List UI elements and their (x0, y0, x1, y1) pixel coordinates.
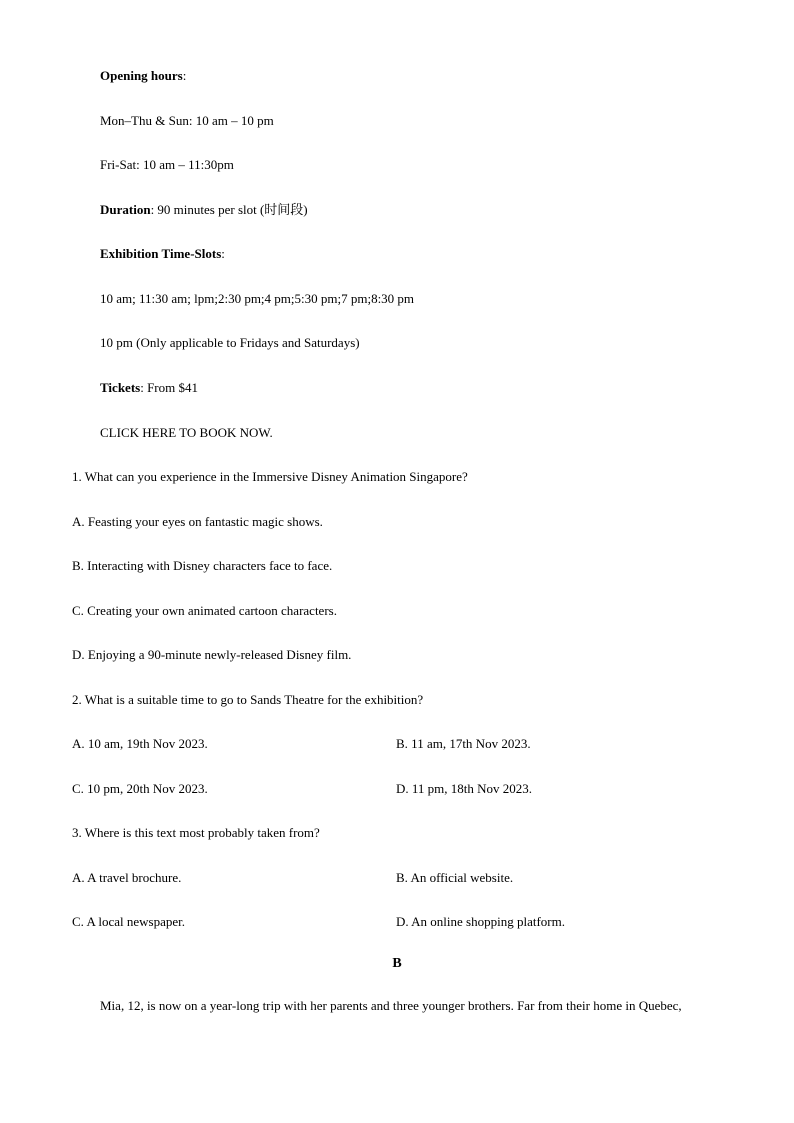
q1-option-b: B. Interacting with Disney characters face to face. (72, 558, 333, 573)
q3-option-c: C. A local newspaper. (72, 914, 186, 929)
question-1: 1. What can you experience in the Immersive Disney Animation Singapore? (72, 469, 468, 484)
timeslots-extra: 10 pm (Only applicable to Fridays and Saturdays) (100, 335, 360, 350)
duration-line (100, 202, 308, 218)
question-3: 3. Where is this text most probably taken from? (72, 825, 320, 840)
timeslots-line (100, 246, 225, 262)
opening-hours-line (100, 68, 186, 84)
tickets-value: : From $41 (140, 380, 199, 395)
q1-option-d: D. Enjoying a 90-minute newly-released Disney film. (72, 647, 352, 662)
tickets-line (100, 380, 198, 396)
timeslots-colon: : (221, 246, 225, 261)
q2-option-a: A. 10 am, 19th Nov 2023. (72, 736, 208, 751)
q1-option-c: C. Creating your own animated cartoon characters. (72, 603, 337, 618)
opening-hours-label: Opening hours (100, 68, 183, 83)
timeslots-list: 10 am; 11:30 am; lpm;2:30 pm;4 pm;5:30 pm;7 pm;8:30 pm (100, 291, 415, 306)
question-2: 2. What is a suitable time to go to Sands Theatre for the exhibition? (72, 692, 424, 707)
tickets-label: Tickets (100, 380, 141, 395)
q3-option-a: A. A travel brochure. (72, 870, 182, 885)
timeslots-label: Exhibition Time-Slots (100, 246, 222, 261)
duration-label: Duration (100, 202, 151, 217)
section-b-heading: B (392, 956, 402, 971)
q3-option-b: B. An official website. (396, 870, 514, 885)
opening-hours-colon: : (182, 68, 187, 83)
q1-option-a: A. Feasting your eyes on fantastic magic shows. (72, 514, 323, 529)
q2-option-c: C. 10 pm, 20th Nov 2023. (72, 781, 208, 796)
q2-option-b: B. 11 am, 17th Nov 2023. (396, 736, 531, 751)
book-now-text: CLICK HERE TO BOOK NOW. (100, 425, 273, 440)
q3-option-d: D. An online shopping platform. (396, 914, 565, 929)
duration-value: : 90 minutes per slot (时间段) (150, 202, 308, 217)
q2-option-d: D. 11 pm, 18th Nov 2023. (396, 781, 533, 796)
hours-weekend: Fri-Sat: 10 am – 11:30pm (100, 157, 234, 172)
hours-weekday: Mon–Thu & Sun: 10 am – 10 pm (100, 113, 274, 128)
section-b-paragraph: Mia, 12, is now on a year-long trip with her parents and three younger brothers. Far from their home in Quebec, (100, 998, 682, 1013)
